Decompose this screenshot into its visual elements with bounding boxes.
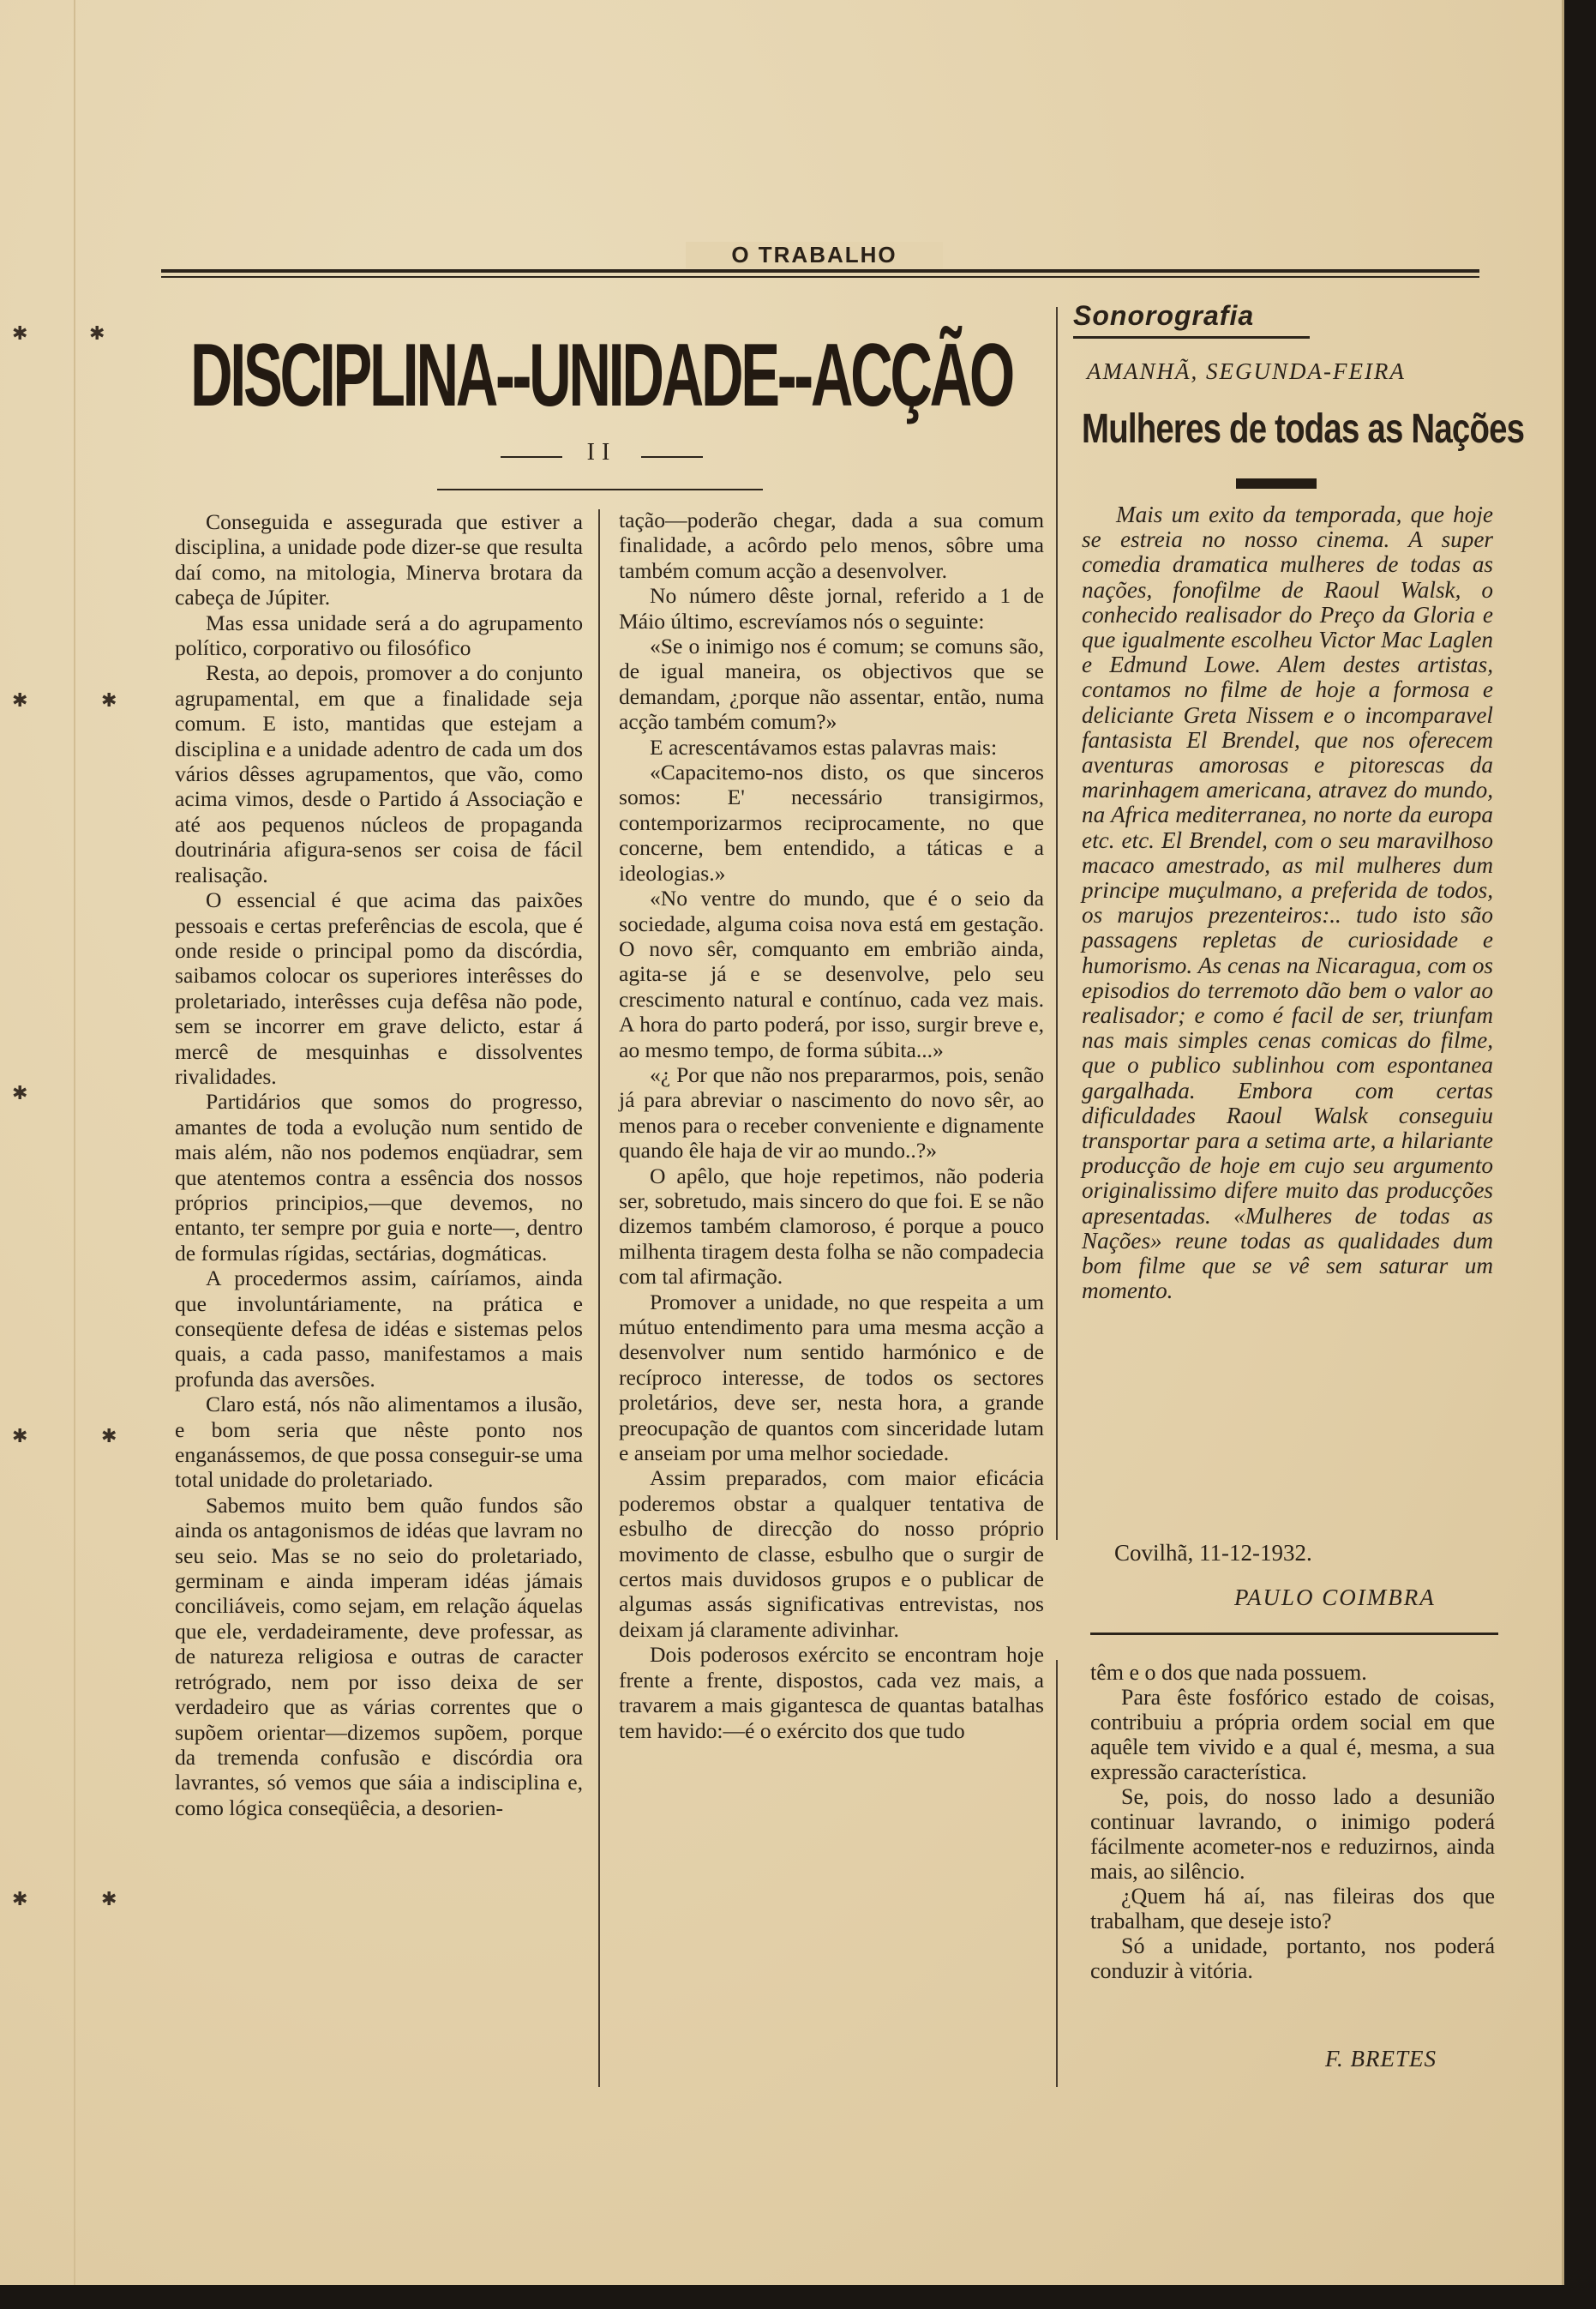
article-part-number: II [586,439,617,466]
paragraph: Conseguida e assegurada que estiver a disciplina, a unidade pode dizer-se que resulta daí como, na mitologia, Minerva brotara da cabeça de Júpiter. [175,509,583,610]
part-rule-right [641,456,703,458]
column-divider [1056,1660,1058,2087]
masthead: O TRABALHO [686,242,943,268]
paragraph: «Capacitemo-nos disto, os que sinceros somos: E' necessário transigirmos, contemporizarmos reciprocamente, no que concerne, bem entendido, a táticas e a ideologias.» [619,760,1044,886]
paragraph: Para êste fosfórico estado de coisas, contribuiu a própria ordem social em que aquêle tem vivido e a qual é, mesma, a sua expressão característica. [1090,1685,1495,1784]
column-divider [598,509,600,2087]
binding-hole-mark: ✱ [101,689,117,711]
place-date: Covilhã, 11-12-1932. [1114,1540,1312,1566]
paragraph: têm e o dos que nada possuem. [1090,1660,1367,1685]
date-line: AMANHÃ, SEGUNDA-FEIRA [1087,358,1406,384]
headline-bar [1236,478,1317,489]
paragraph: Só a unidade, portanto, nos poderá conduzir à vitória. [1090,1933,1495,1983]
paragraph: Claro está, nós não alimentamos a ilusão, e bom seria que nêste ponto nos enganássemos, de que possa conseguir-se uma total unidade do proletariado. [175,1392,583,1493]
paragraph: «No ventre do mundo, que é o seio da sociedade, alguma coisa nova está em gestação. O novo sêr, comquanto em embrião ainda, agita-se já e se desenvolve, pelo seu crescimento natural e contínuo, cada vez mais. A hora do parto poderá, por isso, surgir breve e, ao mesmo tempo, de forma súbita...» [619,886,1044,1062]
paragraph: Partidários que somos do progresso, amantes de toda a evolução num sentido de mais além, não nos podemos enqüadrar, sem que atentemos contra a essência dos nossos próprios principios,—que devemos, no entanto, ter sempre por guia e norte—, dentro de formulas rígidas, sectárias, dogmáticas. [175,1089,583,1266]
section-underline [1073,336,1310,339]
article-title: DISCIPLINA--UNIDADE--ACÇÃO [190,326,1012,425]
paragraph: Se, pois, do nosso lado a desunião continuar lavrando, o inimigo poderá fácilmente acometer-nos e reduzirnos, ainda mais, ao silêncio. [1090,1784,1495,1884]
paragraph: ¿Quem há aí, nas fileiras dos que trabalham, que deseje isto? [1090,1884,1495,1933]
paragraph: E acrescentávamos estas palavras mais: [650,734,998,760]
binding-crease [74,0,75,2285]
author-signature: PAULO COIMBRA [1234,1584,1436,1610]
paragraph: «Se o inimigo nos é comum; se comuns são, de igual maneira, os objectivos que se demandam, ¿porque não assentar, então, numa acção também comum?» [619,634,1044,735]
binding-hole-mark: ✱ [89,322,105,344]
section-title: Sonorografia [1073,300,1255,331]
article-signature: F. BRETES [1325,2046,1437,2071]
section-separator [1090,1633,1498,1635]
binding-hole-mark: ✱ [101,1888,117,1909]
binding-hole-mark: ✱ [12,689,28,711]
paragraph: A procedermos assim, caíríamos, ainda que involuntáriamente, na prática e conseqüente defesa de idéas e sistemas pelos quais, a cada passo, manifestamos a mais profunda das aversões. [175,1266,583,1392]
binding-hole-mark: ✱ [12,322,28,344]
paragraph: tação—poderão chegar, dada a sua comum finalidade, a acôrdo pelo menos, sôbre uma também comum acção a desenvolver. [619,508,1044,583]
paragraph: Promover a unidade, no que respeita a um mútuo entendimento para uma mesma acção a desenvolver num sentido harmónico e de recíproco interesse, de todos os sectores proletários, deve ser, nesta hora, a grande preocupação de quantos com sinceridade lutam e anseiam por uma melhor sociedade. [619,1289,1044,1466]
column-divider [1056,307,1058,1540]
paragraph: No número dêste jornal, referido a 1 de Máio último, escrevíamos nós o seguinte: [619,583,1044,634]
paragraph: Resta, ao depois, promover a do conjunto agrupamental, em que a finalidade seja comum. E isto, mantidas que estejam a disciplina e a unidade adentro de cada um dos vários dêsses agrupamentos, que vão, como acima vimos, desde o Partido á Associação e até aos pequenos núcleos de propaganda doutrinária afigura-senos ser coisa de fácil realisação. [175,660,583,887]
paragraph: Assim preparados, com maior eficácia poderemos obstar a qualquer tentativa de esbulho de direcção do nosso próprio movimento de classe, esbulho que o surgir de certos mais duvidosos grupos e o publicar de algumas assás significativas entrevistas, nos deixam já claramente adivinhar. [619,1465,1044,1642]
paragraph: Dois poderosos exército se encontram hoje frente a frente, dispostos, cada vez mais, a travarem a mais gigantesca de quantas batalhas tem havido:—é o exército dos que tudo [619,1642,1044,1743]
article-column-2 [619,508,1044,1743]
paragraph: Mas essa unidade será a do agrupamento político, corporativo ou filosófico [175,610,583,661]
film-headline: Mulheres de todas as Nações [1082,406,1525,452]
article-column-1 [175,509,583,1820]
paragraph: «¿ Por que não nos prepararmos, pois, senão já para abreviar o nascimento do novo sêr, ao menos para o receber conveniente e dignamente quando êle haja de vir ao mundo..?» [619,1061,1044,1164]
paragraph: O apêlo, que hoje repetimos, não poderia ser, sobretudo, mais sincero do que foi. E se não dizemos também clamoroso, é porque a pouco milhenta tiragem desta folha se não compadecia com tal afirmação. [619,1163,1044,1290]
binding-hole-mark: ✱ [12,1082,28,1103]
film-review-body [1082,502,1493,1304]
binding-hole-mark: ✱ [12,1888,28,1909]
paragraph: Mais um exito da temporada, que hoje se estreia no nosso cinema. A super comedia dramatica mulheres de todas as nações, fonofilme de Raoul Walsk, o conhecido realisador do Preço da Gloria e que igualmente escolheu Victor Mac Laglen e Edmund Lowe. Alem destes artistas, contamos no filme de hoje a formosa e deliciante Greta Nissem e o incomparavel fantasista El Brendel, que nos oferecem aventuras amorosas e pitorescas da marinhagem americana, atravez do mundo, na Africa mediterranea, no norte da europa etc. etc. El Brendel, com o seu maravilhoso macaco amestrado, as mil mulheres dum principe muçulmano, a preferida de todos, os marujos prezenteiros:.. tudo isto são passagens repletas de curiosidade e humorismo. As cenas na Nicaragua, com os episodios do terremoto dão bem o valor ao realisador; e como é facil de ser, triunfam nas mais simples cenas comicas do filme, que o publico sublinhou com espontanea gargalhada. Embora com certas dificuldades Raoul Walsk conseguiu transportar para a setima arte, a hilariante producção de hoje em cujo seu argumento originalissimo difere muito das producções apresentadas. «Mulheres de todas as Nações» reune todas as qualidades dum bom filme que se vê sem saturar um momento. [1082,502,1493,1304]
paragraph: Sabemos muito bem quão fundos são ainda os antagonismos de idéas que lavram no seu seio. Mas se no seio do proletariado, germinam e ainda imperam idéas jámais conciliáveis, como sejam, em relação áquelas que ele, verdadeiramente, deve professar, as de natureza religiosa e outras de caracter retrógrado, nem por isso deixa de ser verdadeiro que as várias correntes que o supõem orientar—dizemos supõem, porque da tremenda confusão e discórdia ora lavrantes, só vemos que sáia a indisciplina e, como lógica conseqüêcia, a desorien- [175,1492,583,1820]
binding-hole-mark: ✱ [12,1425,28,1446]
paragraph: O essencial é que acima das paixões pessoais e certas preferências de escola, que é onde reside o principal pomo da discórdia, saibamos colocar os superiores interêsses do proletariado, interêsses cuja defêsa não pode, sem se incorrer em grave delicto, estar á mercê de mesquinhas e dissolventes rivalidades. [175,887,583,1089]
binding-hole-mark: ✱ [101,1425,117,1446]
title-underline [437,489,763,490]
article-column-3 [1090,1660,1495,1983]
